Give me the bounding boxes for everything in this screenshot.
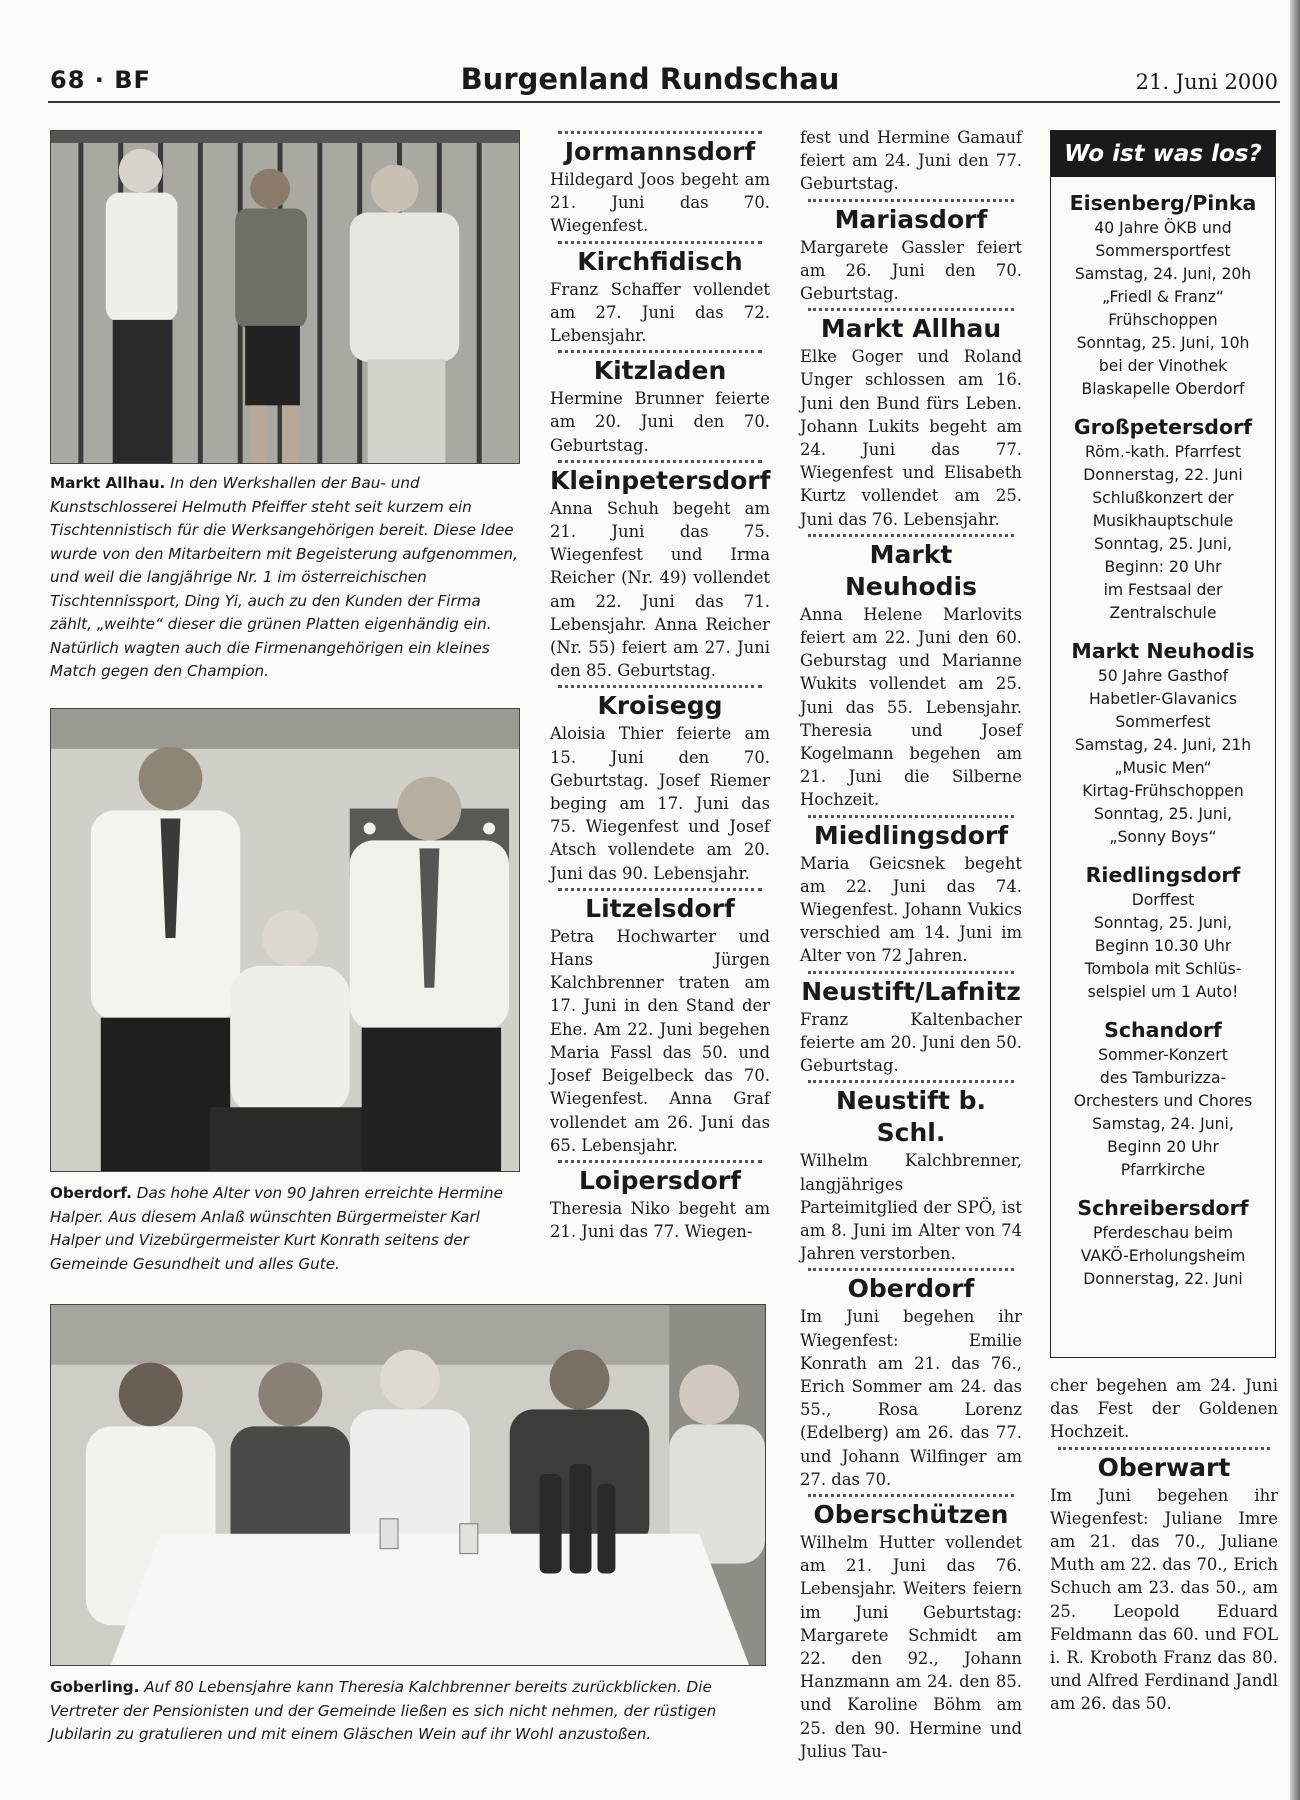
dotted-divider	[808, 971, 1014, 974]
notice-text: Margarete Gassler feiert am 26. Juni den 70. Geburtstag.	[800, 237, 1022, 304]
notice-place: Neustift/Lafnitz	[801, 976, 1021, 1006]
notice-text: Elke Goger und Roland Unger schlossen am 16. Juni den Bund fürs Leben. Johann Lukits begeht am 24. Juni das 77. Wiegenfest und Elisabeth Kurtz vollendet am 25. Juni das 76. Lebensjahr.	[800, 347, 1022, 529]
event-detail: des Tamburizza-	[1099, 1069, 1227, 1087]
event-detail: Orchesters und Chores	[1073, 1092, 1253, 1110]
event-detail: Blaskapelle Oberdorf	[1081, 380, 1245, 398]
event-detail: Samstag, 24. Juni, 20h	[1074, 265, 1252, 283]
dotted-divider	[808, 1268, 1014, 1271]
caption-place: Markt Allhau.	[50, 474, 166, 492]
notice-text: Theresia Niko begeht am 21. Juni das 77. Wiegen-	[550, 1198, 770, 1242]
dotted-divider	[558, 685, 762, 688]
dotted-divider	[808, 1494, 1014, 1497]
notice-place: Oberwart	[1097, 1452, 1231, 1482]
event-detail: Habetler-Glavanics	[1088, 690, 1238, 708]
notices-column-4	[1050, 1374, 1278, 1716]
notice-entry	[1050, 1374, 1278, 1444]
event-place: Markt Neuhodis	[1071, 639, 1255, 663]
notice-entry	[800, 199, 1022, 306]
event-detail: bei der Vinothek	[1098, 357, 1228, 375]
event-detail: Sommersportfest	[1095, 242, 1231, 260]
notice-text: Aloisia Thier feierte am 15. Juni den 70. Geburtstag. Josef Riemer beging am 17. Juni das 75. Wiegenfest und Josef Atsch vollendete am 20. Juni das 90. Lebensjahr.	[550, 724, 770, 883]
notice-place: Jormannsdorf	[564, 137, 756, 166]
notice-entry	[550, 350, 770, 457]
notice-text: Franz Schaffer vollendet am 27. Juni das 72. Lebensjahr.	[550, 279, 770, 346]
events-box	[1050, 130, 1276, 1358]
event-place: Schandorf	[1104, 1018, 1222, 1042]
event-detail: Sommerfest	[1115, 713, 1211, 731]
notice-text: fest und Hermine Gamauf feiert am 24. Juni den 77. Geburtstag.	[800, 128, 1022, 194]
event-place: Großpetersdorf	[1073, 415, 1253, 439]
notice-place: Markt Neuhodis	[845, 539, 977, 601]
event-entry	[1051, 1194, 1275, 1291]
dotted-divider	[808, 199, 1014, 202]
event-entry	[1051, 189, 1275, 401]
event-entry	[1051, 861, 1275, 1004]
event-detail: Pferdeschau beim	[1092, 1224, 1234, 1242]
event-detail: Kirtag-Frühschoppen	[1082, 782, 1244, 800]
notice-place: Markt Allhau	[820, 314, 1002, 344]
event-detail: „Friedl & Franz“	[1102, 288, 1224, 306]
notice-place: Neustift b. Schl.	[836, 1086, 986, 1148]
caption-photo-2	[50, 1182, 520, 1276]
page-section: 68 · BF	[50, 66, 151, 94]
photo-celebration-goberling	[50, 1304, 766, 1666]
event-detail: Sommer-Konzert	[1098, 1046, 1228, 1064]
event-detail: Frühschoppen	[1108, 311, 1218, 329]
notice-text: Franz Kaltenbacher feierte am 20. Juni den 50. Geburtstag.	[800, 1009, 1023, 1076]
event-detail: Beginn 10.30 Uhr	[1094, 937, 1232, 955]
caption-photo-3	[50, 1676, 766, 1747]
notice-place: Kleinpetersdorf	[550, 465, 771, 495]
event-entry	[1051, 637, 1275, 849]
notice-place: Mariasdorf	[834, 204, 988, 234]
notice-text: Hildegard Joos begeht am 21. Juni das 70. Wiegenfest.	[550, 170, 770, 236]
notice-entry	[550, 131, 770, 238]
notice-entry	[1050, 1447, 1278, 1716]
event-detail: Sonntag, 25. Juni,	[1093, 535, 1233, 553]
event-detail: Musikhauptschule	[1092, 512, 1234, 530]
notice-place: Kirchfidisch	[577, 246, 743, 276]
event-detail: Samstag, 24. Juni, 21h	[1074, 736, 1252, 754]
caption-text: Das hohe Alter von 90 Jahren erreichte Hermine Halper. Aus diesem Anlaß wünschten Bürgermeister Karl Halper und Vizebürgermeister Kurt Konrath seitens der Gemeinde Gesundheit und alles Gute.	[50, 1184, 504, 1273]
dotted-divider	[808, 308, 1014, 311]
event-place: Riedlingsdorf	[1085, 863, 1241, 887]
dotted-divider	[558, 350, 762, 353]
dotted-divider	[558, 131, 762, 134]
notice-place: Litzelsdorf	[585, 893, 735, 923]
notice-place: Kitzladen	[593, 356, 727, 386]
notice-text: Petra Hochwarter und Hans Jürgen Kalchbrenner traten am 17. Juni in den Stand der Ehe. Am 22. Juni begehen Maria Fassl das 50. und Josef Beigelbeck das 70. Wiegenfest. Anna Graf vollendet am 26. Juni das 65. Lebensjahr.	[550, 926, 770, 1155]
dotted-divider	[558, 460, 762, 463]
event-place: Schreibersdorf	[1077, 1196, 1249, 1220]
event-detail: Tombola mit Schlüs-	[1084, 960, 1242, 978]
event-detail: Samstag, 24. Juni,	[1092, 1115, 1234, 1133]
issue-date: 21. Juni 2000	[1135, 70, 1278, 94]
notice-place: Miedlingsdorf	[813, 820, 1009, 850]
event-entry	[1051, 413, 1275, 625]
notice-entry	[800, 534, 1022, 812]
caption-text: Auf 80 Lebensjahre kann Theresia Kalchbrenner bereits zurückblicken. Die Vertreter der Pensionisten und der Gemeinde ließen es sich nicht nehmen, der rüstigen Jubilarin zu gratulieren und mit einem Gläschen Wein auf ihr Wohl anzustoßen.	[50, 1678, 717, 1743]
dotted-divider	[558, 888, 762, 891]
event-detail: Beginn 20 Uhr	[1107, 1138, 1219, 1156]
notice-text: cher begehen am 24. Juni das Fest der Goldenen Hochzeit.	[1050, 1376, 1278, 1442]
event-detail: Schlußkonzert der	[1092, 489, 1234, 507]
event-detail: im Festsaal der	[1103, 581, 1223, 599]
event-detail: „Music Men“	[1114, 759, 1212, 777]
events-box-title: Wo ist was los?	[1051, 131, 1275, 177]
event-detail: „Sonny Boys“	[1109, 828, 1217, 846]
notice-place: Loipersdorf	[578, 1165, 741, 1195]
notice-place: Kroisegg	[597, 691, 723, 721]
newspaper-title: Burgenland Rundschau	[460, 62, 840, 96]
notice-entry	[550, 460, 770, 683]
notice-text: Wilhelm Kalchbrenner, langjähriges Parteimitglied der SPÖ, ist am 8. Juni im Alter von 74 Jahren verstorben.	[800, 1151, 1022, 1264]
notice-entry	[800, 815, 1022, 968]
notices-column-1	[550, 128, 770, 1243]
event-detail: Donnerstag, 22. Juni	[1083, 466, 1243, 484]
event-detail: 50 Jahre Gasthof	[1097, 667, 1229, 685]
notice-entry	[550, 685, 770, 884]
dotted-divider	[808, 1080, 1014, 1083]
event-entry	[1051, 1016, 1275, 1182]
event-detail: Röm.-kath. Pfarrfest	[1085, 443, 1241, 461]
photo-birthday-oberdorf	[50, 708, 520, 1172]
event-detail: Sonntag, 25. Juni,	[1093, 914, 1233, 932]
event-detail: Donnerstag, 22. Juni	[1083, 1270, 1243, 1288]
notice-place: Oberdorf	[847, 1274, 975, 1304]
event-detail: Beginn: 20 Uhr	[1104, 558, 1222, 576]
event-detail: VAKÖ-Erholungsheim	[1080, 1247, 1246, 1265]
dotted-divider	[558, 241, 762, 244]
notice-entry	[550, 1160, 770, 1243]
events-list	[1051, 189, 1275, 1291]
notice-entry	[550, 888, 770, 1157]
caption-place: Goberling.	[50, 1678, 140, 1696]
notice-text: Hermine Brunner feierte am 20. Juni den 70. Geburtstag.	[550, 389, 770, 455]
notice-text: Anna Schuh begeht am 21. Juni das 75. Wiegenfest und Irma Reicher (Nr. 49) vollendet am 22. Juni das 71. Lebensjahr. Anna Reicher (Nr. 55) feiert am 27. Juni den 85. Geburtstag.	[550, 498, 770, 681]
dotted-divider	[558, 1160, 762, 1163]
notice-text: Wilhelm Hutter vollendet am 21. Juni das 76. Lebensjahr. Weiters feiern im Juni Geburtstag: Margarete Schmidt am 22. den 92., Johann Hanzmann am 24. den 85. und Karoline Böhm am 25. den 90. Hermine und Julius Tau-	[800, 1532, 1022, 1761]
caption-photo-1	[50, 472, 520, 684]
notice-entry	[800, 1494, 1022, 1763]
notice-entry	[800, 1080, 1022, 1265]
caption-place: Oberdorf.	[50, 1184, 132, 1202]
notices-column-2	[800, 126, 1022, 1763]
notice-text: Anna Helene Marlovits feiert am 22. Juni den 60. Geburstag und Marianne Wukits vollendet am 25. Juni das 55. Lebensjahr. Theresia und Josef Kogelmann begehen am 21. Juni die Silberne Hochzeit.	[800, 604, 1022, 810]
photo-table-tennis	[50, 130, 520, 464]
caption-text: In den Werkshallen der Bau- und Kunstschlosserei Helmuth Pfeiffer steht seit kurzem ein Tischtennistisch für die Werksangehörigen bereit. Diese Idee wurde von den Mitarbeitern mit Begeisterung aufgenommen, und weil die langjährige Nr. 1 im österreichischen Tischtennissport, Ding Yi, auch zu den Kunden der Firma zählt, „weihte“ dieser die grünen Platten eigenhändig ein. Natürlich wagten auch die Firmenangehörigen ein kleines Match gegen den Champion.	[50, 474, 518, 680]
notice-entry	[800, 126, 1022, 196]
page-edge-shadow	[1290, 0, 1300, 1800]
event-place: Eisenberg/Pinka	[1069, 191, 1257, 215]
dotted-divider	[1058, 1447, 1270, 1450]
notice-text: Maria Geicsnek begeht am 22. Juni das 74. Wiegenfest. Johann Vukics verschied am 14. Juni im Alter von 72 Jahren.	[800, 853, 1022, 966]
dotted-divider	[808, 534, 1014, 537]
event-detail: 40 Jahre ÖKB und	[1094, 219, 1232, 237]
notice-text: Im Juni begehen ihr Wiegenfest: Juliane Imre am 21. das 70., Juliane Muth am 22. das 70., Erich Schuch am 23. das 50., am 25. Leopold Eduard Feldmann das 60. und FOL i. R. Kroboth Franz das 80. und Alfred Ferdinand Jandl am 26. das 50.	[1050, 1485, 1278, 1714]
notice-entry	[550, 241, 770, 348]
header-rule	[48, 101, 1280, 103]
notice-entry	[800, 308, 1022, 531]
event-detail: Zentralschule	[1109, 604, 1217, 622]
event-detail: Pfarrkirche	[1120, 1161, 1206, 1179]
notice-entry	[800, 1268, 1022, 1491]
dotted-divider	[808, 815, 1014, 818]
event-detail: Sonntag, 25. Juni, 10h	[1076, 334, 1250, 352]
notice-place: Oberschützen	[813, 1499, 1009, 1529]
event-detail: selspiel um 1 Auto!	[1087, 983, 1239, 1001]
notice-text: Im Juni begehen ihr Wiegenfest: Emilie Konrath am 21. das 76., Erich Sommer am 24. das 55., Rosa Lorenz (Edelberg) am 26. das 77. und Johann Wilfinger am 27. das 70.	[800, 1307, 1022, 1489]
notice-entry	[800, 971, 1022, 1078]
event-detail: Dorffest	[1131, 891, 1195, 909]
event-detail: Sonntag, 25. Juni,	[1093, 805, 1233, 823]
